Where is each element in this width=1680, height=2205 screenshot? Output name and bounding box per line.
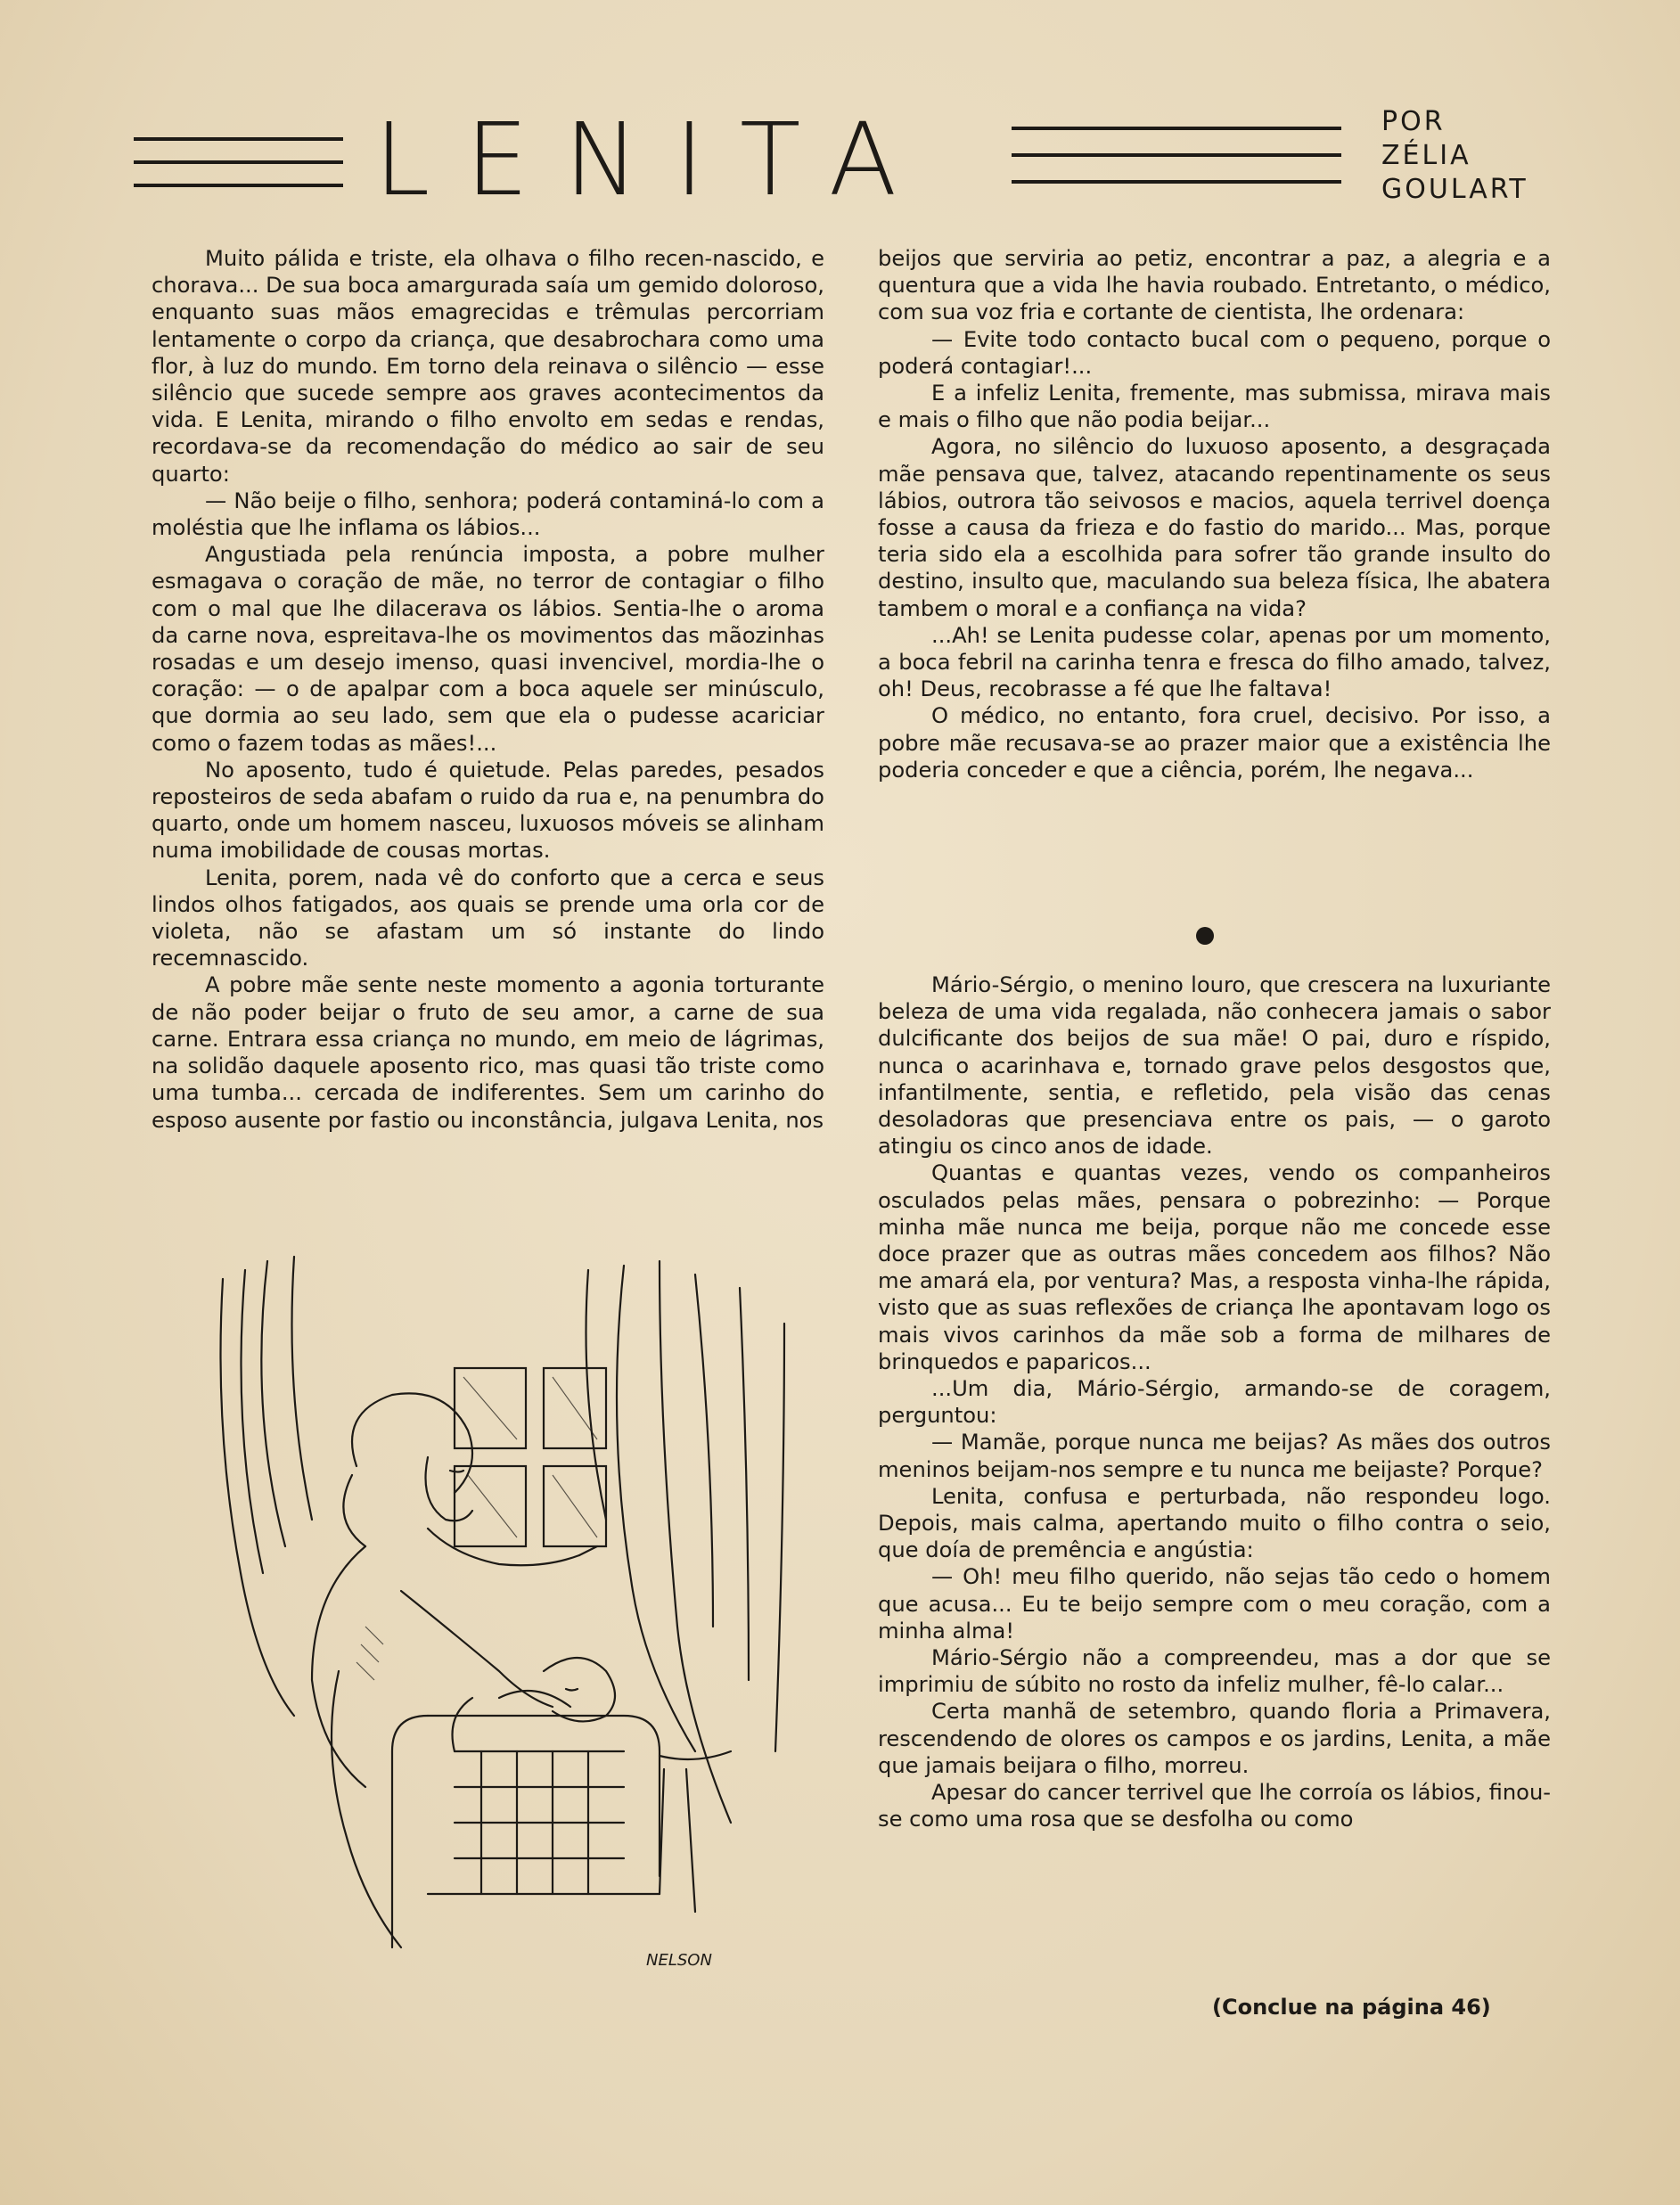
paragraph: A pobre mãe sente neste momento a agonia torturante de não poder beijar o fruto de seu amor, a carne de sua carne. Entrara essa criança no mundo, em meio de lágrimas, na solidão daquele aposento rico, mas quasi tão triste como uma tumba... cercada de indiferentes. Sem um carinho do esposo ausente por fastio ou inconstância, julgava Lenita, nos: [152, 972, 824, 1133]
paragraph: O médico, no entanto, fora cruel, decisivo. Por isso, a pobre mãe recusava-se ao prazer maior que a existência lhe poderia conceder e que a ciência, porém, lhe negava...: [878, 703, 1551, 783]
paragraph: Muito pálida e triste, ela olhava o filho recen-nascido, e chorava... De sua boca amargurada saía um gemido doloroso, enquanto suas mãos emagrecidas e trêmulas percorriam lentamente o corpo da criança, que desabrochara como uma flor, à luz do mundo. Em torno dela reinava o silêncio — esse silêncio que sucede sempre aos graves acontecimentos da vida. E Lenita, mirando o filho envolto em sedas e rendas, recordava-se da recomendação do médico ao sair de seu quarto:: [152, 246, 824, 487]
byline-first-name: ZÉLIA: [1381, 140, 1471, 171]
paragraph: No aposento, tudo é quietude. Pelas paredes, pesados reposteiros de seda abafam o ruido da rua e, na penumbra do quarto, onde um homem nasceu, luxuosos móveis se alinham numa imobilidade de cousas mortas.: [152, 757, 824, 864]
paragraph: Mário-Sérgio não a compreendeu, mas a dor que se imprimiu de súbito no rosto da infeliz mulher, fê-lo calar...: [878, 1645, 1551, 1698]
right-column-bottom: [878, 971, 1551, 1833]
paragraph: Agora, no silêncio do luxuoso aposento, a desgraçada mãe pensava que, talvez, atacando repentinamente os seus lábios, outrora tão seivosos e macios, aquela terrivel doença fosse a causa da frieza e do fastio do marido... Mas, porque teria sido ela a escolhida para sofrer tão grande insulto do destino, insulto que, maculando sua beleza física, lhe abatera tambem o moral e a confiança na vida?: [878, 434, 1551, 621]
paragraph: Quantas e quantas vezes, vendo os companheiros osculados pelas mães, pensara o pobrezinho: — Porque minha mãe nunca me beija, porque não me concede esse doce prazer que as outras mães concedem aos filhos? Não me amará ela, por ventura? Mas, a resposta vinha-lhe rápida, visto que as suas reflexões de criança lhe apontavam logo os mais vivos carinhos da mãe sob a forma de milhares de brinquedos e paparicos...: [878, 1160, 1551, 1374]
illustration-mother-and-cradle: [160, 1252, 842, 1983]
illustration-signature: NELSON: [646, 1951, 712, 1970]
paragraph: Lenita, confusa e perturbada, não respondeu logo. Depois, mais calma, apertando muito o filho contra o seio, que doía de premência e angústia:: [878, 1483, 1551, 1563]
paragraph: Mário-Sérgio, o menino louro, que crescera na luxuriante beleza de uma vida regalada, não conhecera jamais o sabor dulcificante dos beijos de sua mãe! O pai, duro e ríspido, nunca o acarinhava e, tornado grave pelos desgostos que, infantilmente, sentia, e refletido, pela visão das cenas desoladoras que presenciava entre os pais, — o garoto atingiu os cinco anos de idade.: [878, 972, 1551, 1160]
paragraph: Lenita, porem, nada vê do conforto que a cerca e seus lindos olhos fatigados, aos quais se prende uma orla cor de violeta, não se afastam um só instante do lindo recemnascido.: [152, 865, 824, 971]
decorative-rules-left: [134, 137, 343, 207]
paragraph: ...Um dia, Mário-Sérgio, armando-se de coragem, perguntou:: [878, 1376, 1551, 1429]
paragraph: Angustiada pela renúncia imposta, a pobre mulher esmagava o coração de mãe, no terror de contagiar o filho com o mal que lhe dilacerava os lábios. Sentia-lhe o aroma da carne nova, espreitava-lhe os movimentos das mãozinhas rosadas e um desejo imenso, quasi invencivel, mordia-lhe o coração: — o de apalpar com a boca aquele ser minúsculo, que dormia ao seu lado, sem que ela o pudesse acariciar como o fazem todas as mães!...: [152, 542, 824, 756]
paragraph: Certa manhã de setembro, quando floria a Primavera, rescendendo de olores os campos e os jardins, Lenita, a mãe que jamais beijara o filho, morreu.: [878, 1699, 1551, 1778]
byline-por: POR: [1381, 106, 1446, 137]
article-header: [134, 102, 1569, 218]
paragraph: — Oh! meu filho querido, não sejas tão cedo o homem que acusa... Eu te beijo sempre com o meu coração, com a minha alma!: [878, 1564, 1551, 1644]
section-break-bullet: [1196, 927, 1214, 945]
byline-last-name: GOULART: [1381, 174, 1528, 205]
paragraph: beijos que serviria ao petiz, encontrar a paz, a alegria e a quentura que a vida lhe havia roubado. Entretanto, o médico, com sua voz fria e cortante de cientista, lhe ordenara:: [878, 246, 1551, 325]
left-column: [152, 245, 824, 1134]
byline: [1381, 105, 1578, 207]
right-column-top: [878, 245, 1551, 783]
paragraph: — Não beije o filho, senhora; poderá contaminá-lo com a moléstia que lhe inflama os lábios...: [152, 488, 824, 541]
continued-note: (Conclue na página 46): [1212, 1995, 1491, 2020]
article-title: LENITA: [374, 102, 933, 218]
paragraph: E a infeliz Lenita, fremente, mas submissa, mirava mais e mais o filho que não podia beijar...: [878, 381, 1551, 433]
decorative-rules-right: [1012, 127, 1341, 207]
paragraph: Apesar do cancer terrivel que lhe corroía os lábios, finou-se como uma rosa que se desfolha ou como: [878, 1780, 1551, 1832]
paragraph: — Evite todo contacto bucal com o pequeno, porque o poderá contagiar!...: [878, 326, 1551, 379]
paragraph: — Mamãe, porque nunca me beijas? As mães dos outros meninos beijam-nos sempre e tu nunca me beijaste? Porque?: [878, 1430, 1551, 1482]
paragraph: ...Ah! se Lenita pudesse colar, apenas por um momento, a boca febril na carinha tenra e fresca do filho amado, talvez, oh! Deus, recobrasse a fé que lhe faltava!: [878, 622, 1551, 702]
